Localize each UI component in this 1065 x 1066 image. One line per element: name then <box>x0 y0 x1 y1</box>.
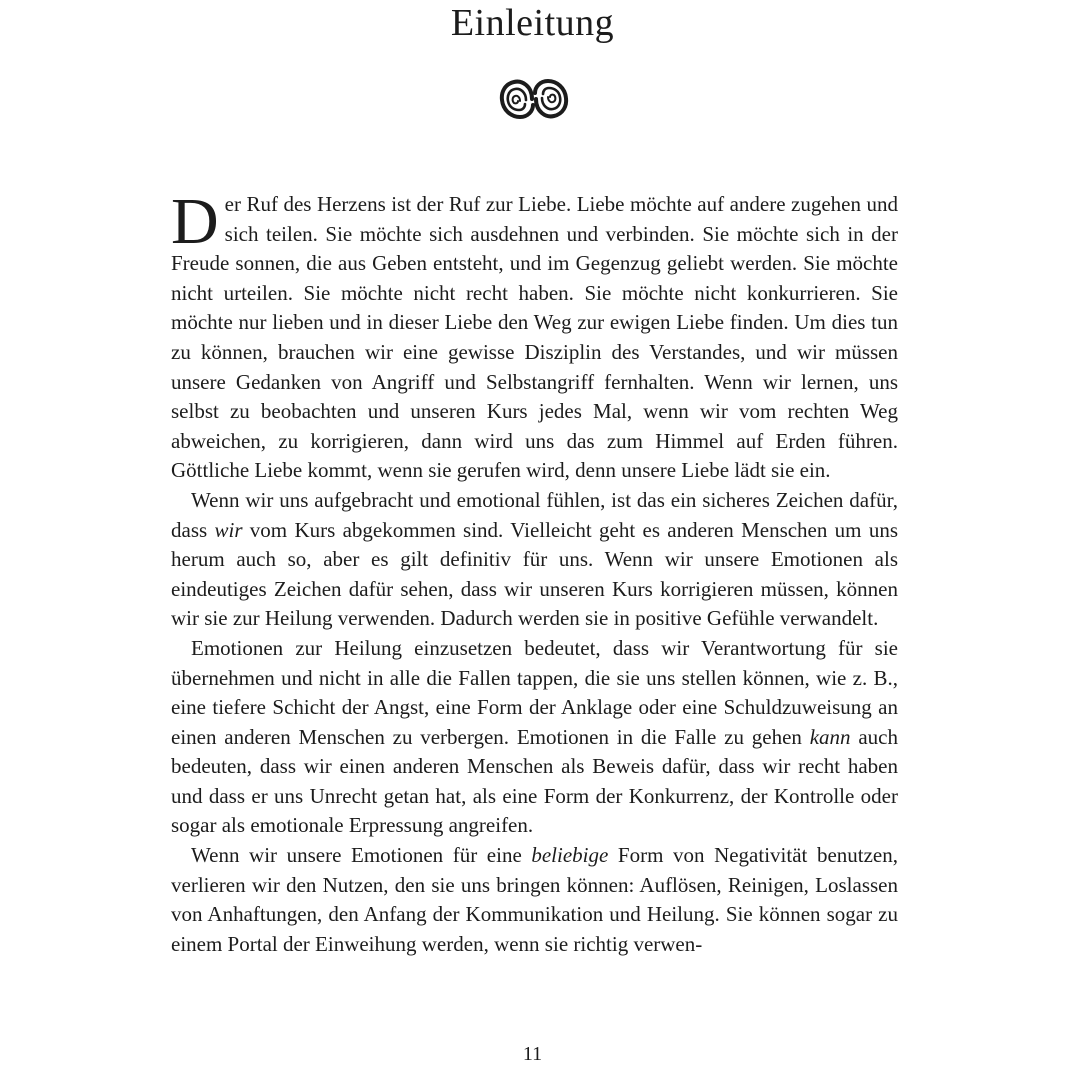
emphasis-text: beliebige <box>531 843 609 868</box>
swirl-ornament-icon <box>498 74 570 124</box>
paragraph-text: er Ruf des Herzens ist der Ruf zur Liebe. Liebe möchte auf andere zugehen und sich teilen. Sie möchte sich ausdehnen und verbinden. Sie möchte sich in der Freude sonnen, die aus Geben entsteht, und im Gegenzug geliebt werden. Sie möchte nicht urteilen. Sie möchte nicht recht haben. Sie möchte nicht konkurrieren. Sie möchte nur lieben und in dieser Liebe den Weg zur ewigen Liebe finden. Um dies tun zu können, brauchen wir eine gewisse Disziplin des Verstandes, und wir müssen unsere Gedanken von Angriff und Selbstangriff fernhalten. Wenn wir lernen, uns selbst zu beobachten und unseren Kurs jedes Mal, wenn wir vom rechten Weg abweichen, zu korrigieren, dann wird uns das zum Himmel auf Erden führen. Göttliche Liebe kommt, wenn sie gerufen wird, denn unsere Liebe lädt sie ein. <box>171 192 898 483</box>
paragraph-text: Emotionen zur Heilung einzusetzen bedeutet, dass wir Verantwortung für sie übernehmen und nicht in alle die Fallen tappen, die sie uns stellen können, wie z. B., eine tiefere Schicht der Angst, eine Form der Anklage oder eine Schuldzuweisung an einen anderen Menschen zu verbergen. Emotionen in die Falle zu gehen <box>171 635 898 749</box>
chapter-title: Einleitung <box>450 2 615 44</box>
body-text <box>171 185 899 959</box>
paragraph-text: Form von Negativität benutzen, verlieren wir den Nutzen, den sie uns bringen können: Auflösen, Reinigen, Loslassen von Anhaftungen, den Anfang der Kommunikation und Heilung. Sie können sogar zu einem Portal der Einweihung werden, wenn sie richtig verwen- <box>171 843 899 956</box>
paragraph-text: vom Kurs abgekommen sind. Vielleicht geht es anderen Menschen um uns herum auch so, aber es gilt definitiv für uns. Wenn wir unsere Emotionen als eindeutiges Zeichen dafür sehen, dass wir unseren Kurs korrigieren müssen, können wir sie zur Heilung verwenden. Dadurch werden sie in positive Gefühle verwandelt. <box>171 517 898 631</box>
emphasis-text: kann <box>809 724 851 749</box>
paragraph-text: Wenn wir uns aufgebracht und emotional fühlen, ist das ein sicheres Zeichen dafür, dass <box>171 487 898 542</box>
page-number: 11 <box>522 1043 543 1065</box>
paragraph-text: Wenn wir unsere Emotionen für eine <box>191 843 532 868</box>
paragraph <box>171 185 898 486</box>
paragraph <box>171 634 898 841</box>
paragraph <box>171 841 898 959</box>
drop-cap: D <box>171 185 219 258</box>
emphasis-text: wir <box>214 517 243 542</box>
paragraph <box>171 486 898 634</box>
paragraph-text: auch bedeuten, dass wir einen anderen Menschen als Beweis dafür, dass wir recht haben und dass er uns Unrecht getan hat, als eine Form der Konkurrenz, der Kontrolle oder sogar als emotionale Erpressung angreifen. <box>171 724 898 838</box>
